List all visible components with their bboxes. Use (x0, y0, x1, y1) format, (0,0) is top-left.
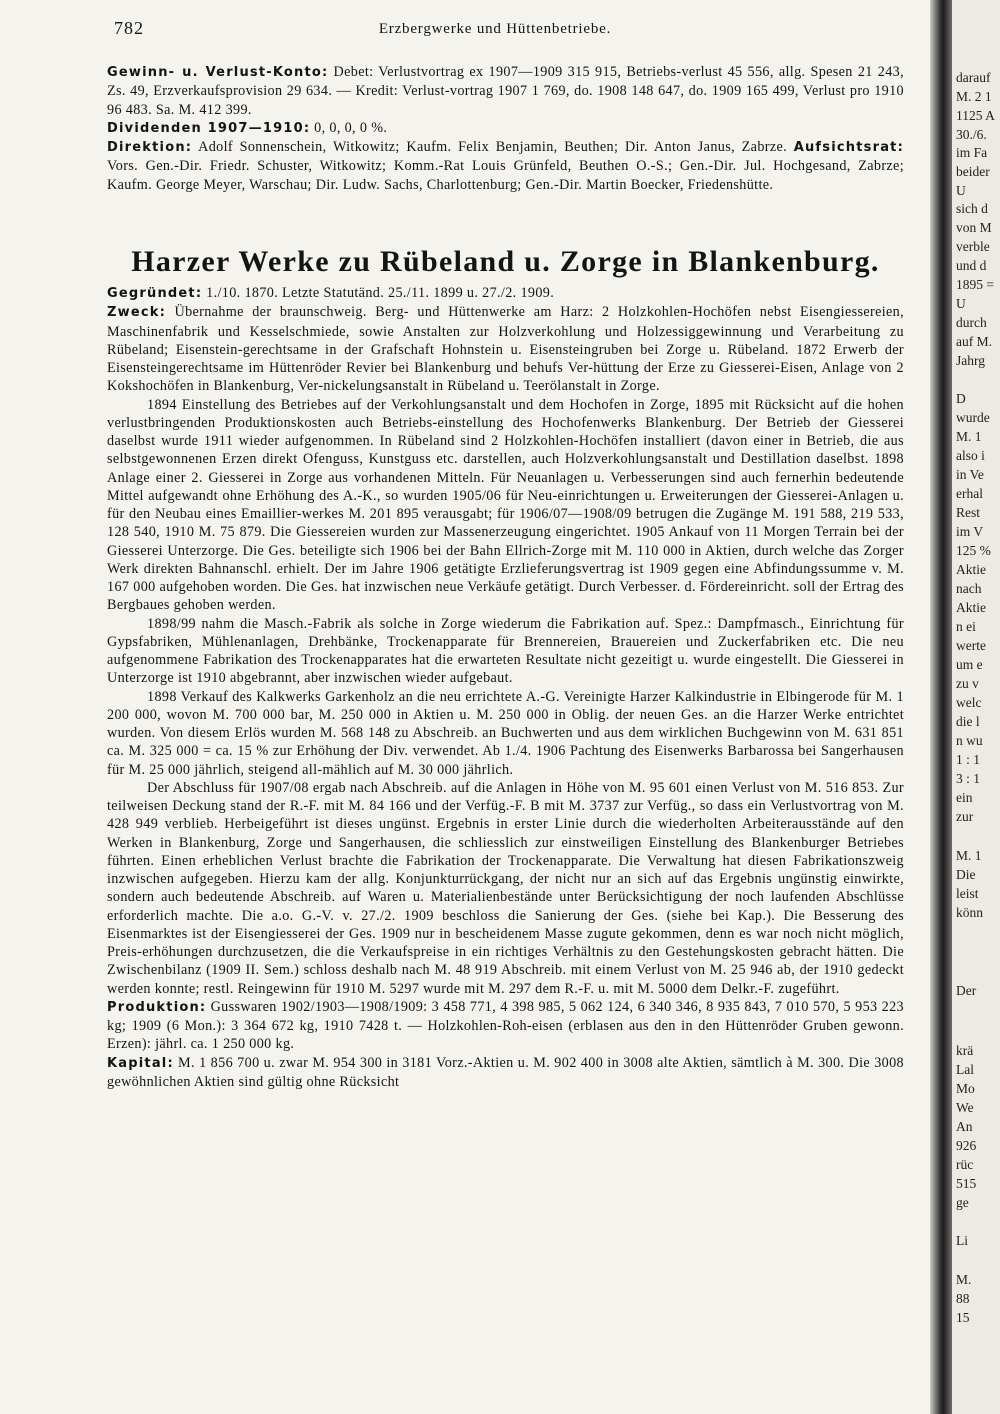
company-entry (107, 284, 904, 1091)
capital-paragraph (107, 1054, 904, 1092)
production-paragraph (107, 998, 904, 1054)
financial-result-paragraph: Der Abschluss für 1907/08 ergab nach Abschreib. auf die Anlagen in Höhe von M. 95 601 einen Verlust von M. 516 853. Zur teilweisen Deckung stand der R.-F. mit M. 84 166 und der Verfüg.-F. B mit M. 3737 zur Verfüg., so dass ein Verlustvortrag von M. 428 949 verblieb. Herbeigeführt ist dieses ungünst. Ergebnis in erster Linie durch die wiederholten Arbeiterausstände auf den Werken in Blankenburg, Zorge und Sangerhausen, die schliesslich zur einstweiligen Einstellung des Blankenburger Betriebes führten. Einen erheblichen Verlust brachte die Fabrikation der Trockenapparate. Die Verwaltung hat diesen Fabrikationszweig inzwischen aufgegeben. Hierzu kam der allg. Konjunkturrückgang, der nicht nur an sich auf das Ergebnis ungünstig einwirkte, sondern auch bedeutende Abschreib. auf Waren u. Materialienbestände unter Berücksichtigung der noch laufenden Abschlüsse erforderlich machte. Die a.o. G.-V. v. 27./2. 1909 beschloss die Sanierung der Ges. (siehe bei Kap.). Die Besserung des Eisenmarktes ist der Eisengiesserei der Ges. 1909 nur in bescheidenem Masse zugute gekommen, denn es war noch nicht möglich, Preis-erhöhungen durchzusetzen, die die Verkaufspreise in ein richtiges Verhältnis zu den Gestehungskosten gebracht hätten. Die Zwischenbilanz (1909 II. Sem.) schloss deshalb nach M. 48 919 Abschreib. mit einem Verlust von M. 25 946 ab, der 1910 gedeckt werden konnte; restl. Reingewinn für 1910 M. 5297 wurde mit M. 297 dem R.-F. u. mit M. 5000 dem Delkr.-F. zugeführt. (107, 779, 904, 997)
adjacent-page-fragment: nach (956, 581, 982, 596)
guv-text: Debet: Verlustvortrag ex 1907—1909 315 915, Betriebs-verlust 45 556, allg. Spesen 21 243, Zs. 49, Erzverkaufsprovision 29 634. — Kredit: Verlust-vortrag 1907 1 769, do. 1908 148 647, do. 1909 165 499, Verlust pro 1910 96 483. Sa. M. 412 399. (107, 64, 904, 118)
supervisory-board-label: Aufsichtsrat: (793, 140, 904, 155)
adjacent-page-fragment: 30./6. (956, 127, 987, 142)
purpose-paragraph (107, 303, 904, 395)
adjacent-page-fragment: krä (956, 1043, 974, 1058)
direction-paragraph (107, 138, 904, 194)
dividends-paragraph (107, 119, 904, 138)
direction-text: Adolf Sonnenschein, Witkowitz; Kaufm. Felix Benjamin, Beuthen; Dir. Anton Janus, Zabrze. (198, 139, 788, 155)
adjacent-page-fragment: 1125 A (956, 108, 995, 123)
adjacent-page-fragment: U (956, 296, 966, 311)
adjacent-page-fragment: verble (956, 239, 990, 254)
founded-paragraph (107, 284, 904, 303)
direction-label: Direktion: (107, 140, 193, 155)
adjacent-page-fragment: also i (956, 448, 985, 463)
adjacent-page-fragment: M. 2 1 (956, 89, 992, 104)
adjacent-page-fragment: im Fa (956, 145, 988, 160)
adjacent-page-fragment: U (956, 183, 966, 198)
adjacent-page-fragment: wurde (956, 410, 990, 425)
adjacent-page-fragment: D (956, 391, 966, 406)
dividends-text: 0, 0, 0, 0 %. (314, 119, 388, 136)
adjacent-page-fragment: M. 1 (956, 429, 982, 444)
adjacent-page-fragment: in Ve (956, 467, 984, 482)
adjacent-page-fragment: Aktie (956, 562, 986, 577)
adjacent-page-fragment: 125 % (956, 543, 991, 558)
adjacent-page-fragment: Der (956, 983, 977, 998)
guv-paragraph (107, 63, 904, 119)
adjacent-page-fragment: 15 (956, 1310, 970, 1325)
adjacent-page-fragment: ge (956, 1195, 969, 1210)
purpose-label: Zweck: (107, 305, 167, 321)
founded-label: Gegründet: (107, 286, 203, 301)
page-number: 782 (114, 18, 144, 38)
adjacent-page-fragment: M. (956, 1272, 972, 1287)
adjacent-page-fragment: erhal (956, 486, 983, 501)
adjacent-page-edge (952, 0, 1000, 1414)
adjacent-page-fragment: ein (956, 790, 973, 805)
adjacent-page-fragment: 3 : 1 (956, 771, 981, 786)
adjacent-page-fragment: durch (956, 315, 987, 330)
adjacent-page-fragment: Die (956, 867, 976, 882)
adjacent-page-fragment: n ei (956, 619, 976, 634)
supervisory-board-text: Vors. Gen.-Dir. Friedr. Schuster, Witkowitz; Komm.-Rat Louis Grünfeld, Beuthen O.-S.; Gen.-Dir. Jul. Hochgesand, Zabrze; Kaufm. George Meyer, Warschau; Dir. Ludw. Sachs, Charlottenburg; Gen.-Dir. Martin Boecker, Friedenshütte. (107, 158, 904, 193)
adjacent-page-fragment: sich d (956, 201, 988, 216)
adjacent-page-fragment: von M (956, 220, 992, 235)
history-1898-paragraph: 1898 Verkauf des Kalkwerks Garkenholz an die neu errichtete A.-G. Vereinigte Harzer Kalkindustrie in Elbingerode für M. 1 200 000, wovon M. 700 000 bar, M. 250 000 in Aktien u. M. 250 000 in Oblig. der neuen Ges. an die Harzer Werke entrichtet wurden. Von diesem Erlös wurden M. 568 148 zu Abschreib. an Buchwerten und aus dem wirklichen Buchgewinn von M. 631 851 ca. M. 325 000 = ca. 15 % zur Erhöhung der Div. verwendet. Ab 1./4. 1906 Pachtung des Eisenwerks Barbarossa bei Sangerhausen für M. 25 000 jährlich, steigend all-mählich auf M. 30 000 jährlich. (107, 688, 904, 778)
history-1894-paragraph: 1894 Einstellung des Betriebes auf der Verkohlungsanstalt und dem Hochofen in Zorge, 1895 mit Rücksicht auf die hohen verlustbringenden Produktionskosten auch Betriebs-einstellung des Hochofenwerks Blankenburg. Der Betrieb der Giesserei daselbst wurde 1911 wieder aufgenommen. In Rübeland sind 2 Holzkohlen-Hochöfen installiert (davon einer in Betrieb, die aus selbstgewonnenen Erzen direkt Ofenguss, Kunstguss etc. darstellen, auch Holzverkohlungsanstalt und Destillation daselbst. 1898 Anlage einer 2. Giesserei in Zorge aus vorhandenen Mitteln. Für Neuanlagen u. Verbesserungen sind auch fernerhin bedeutende Mittel aufgewandt ohne Erhöhung des A.-K., so wurden 1905/06 für Neu-einrichtungen u. Erweiterungen der Giesserei-Anlagen u. für den Neubau eines Emaillier-werkes M. 201 895 verausgabt; für 1906/07—1908/09 betrugen die Zugänge M. 191 588, 219 533, 128 540, 1910 M. 75 879. Die Giessereien wurden zur Massenerzeugung eingerichtet. 1905 Ankauf von 11 Morgen Terrain bei der Giesserei Unterzorge. Die Ges. beteiligte sich 1906 bei der Bahn Ellrich-Zorge mit M. 110 000 in Aktien, durch welche das Zorger Werk direkten Bahnanschl. erhielt. Der im Jahre 1906 getätigte Erzlieferungsvertrag ist 1909 gegen eine Abfindungssumme v. M. 167 000 aufgehoben worden. Die Ges. hat inzwischen neue Verkäufe getätigt. Durch Verbesser. d. Fördereinricht. soll der Ertrag des Bergbaues gehoben werden. (107, 396, 904, 614)
adjacent-page-fragment: im V (956, 524, 984, 539)
adjacent-page-fragment: Aktie (956, 600, 986, 615)
previous-entry (107, 63, 904, 194)
adjacent-page-fragment: leist (956, 886, 979, 901)
adjacent-page-fragment: beider (956, 164, 990, 179)
adjacent-page-fragment: zur (956, 809, 974, 824)
adjacent-page-fragment: 1 : 1 (956, 752, 981, 767)
capital-text: M. 1 856 700 u. zwar M. 954 300 in 3181 Vorz.-Aktien u. M. 902 400 in 3008 alte Aktien, sämtlich à M. 300. Die 3008 gewöhnlichen Aktien sind gültig ohne Rücksicht (107, 1054, 904, 1090)
adjacent-page-fragment: Mo (956, 1081, 975, 1096)
running-head: Erzbergwerke und Hüttenbetriebe. (378, 21, 612, 37)
company-title: Harzer Werke zu Rübeland u. Zorge in Blankenburg. (131, 245, 880, 278)
adjacent-page-fragment: auf M. (956, 334, 992, 349)
adjacent-page-fragment: 88 (956, 1291, 970, 1306)
adjacent-page-fragment: M. 1 (956, 848, 982, 863)
adjacent-page-fragment: n wu (956, 733, 983, 748)
page-header (100, 18, 890, 44)
adjacent-page-fragment: zu v (956, 676, 979, 691)
adjacent-page-fragment: Rest (956, 505, 981, 520)
adjacent-page-fragment: könn (956, 905, 983, 920)
dividends-label: Dividenden 1907—1910: (107, 120, 311, 136)
adjacent-page-fragment: Lal (956, 1062, 974, 1077)
adjacent-page-fragment: welc (956, 695, 982, 710)
adjacent-page-fragment: rüc (956, 1157, 974, 1172)
adjacent-page-fragment: werte (956, 638, 986, 653)
production-label: Produktion: (107, 999, 207, 1015)
adjacent-page-fragment: We (956, 1100, 974, 1115)
capital-label: Kapital: (107, 1055, 174, 1071)
adjacent-page-fragment: Jahrg (956, 353, 985, 368)
production-text: Gusswaren 1902/1903—1908/1909: 3 458 771, 4 398 985, 5 062 124, 6 340 346, 8 935 843, 7 010 570, 5 953 223 kg; 1909 (6 Mon.): 3 364 672 kg, 1910 7428 t. — Holzkohlen-Roh-eisen (erblasen aus den in den Hüttenröder Gruben gewonn. Erzen): jährl. ca. 1 250 000 kg. (107, 998, 904, 1053)
adjacent-page-fragment: die l (956, 714, 980, 729)
adjacent-page-fragment: 515 (956, 1176, 977, 1191)
adjacent-page-fragment: An (956, 1119, 973, 1134)
adjacent-page-fragment: 926 (956, 1138, 977, 1153)
adjacent-page-fragment: um e (956, 657, 983, 672)
adjacent-page-fragment: darauf (956, 70, 991, 85)
adjacent-page-fragment: 1895 = (956, 277, 994, 292)
purpose-text: Übernahme der braunschweig. Berg- und Hüttenwerke am Harz: 2 Holzkohlen-Hochöfen nebst Eisengiessereien, Maschinenfabrik und Kesselschmiede, sowie Anstalten zur Holzverkohlung und Holzessiggewinnung und Verarbeitung zu Rübeland; Eisenstein-gerechtsame in der Grafschaft Hohnstein u. Eisensteingruben bei Zorge u. Rübeland. 1872 Erwerb der Eisensteingerechtsame im Hüttenröder Revier bei Blankenburg und behufs Ver-hüttung der Erze zu Giesserei-Eisen, Anlage von 2 Kokshochöfen in Blankenburg, Ver-nickelungsanstalt in Rübeland u. Teerölanstalt in Zorge. (107, 304, 904, 395)
founded-text: 1./10. 1870. Letzte Statutänd. 25./11. 1899 u. 27./2. 1909. (206, 285, 555, 301)
guv-label: Gewinn- u. Verlust-Konto: (107, 65, 329, 80)
history-1898-99-paragraph: 1898/99 nahm die Masch.-Fabrik als solche in Zorge wiederum die Fabrikation auf. Spez.: Dampfmasch., Einrichtung für Gypsfabriken, Mühlenanlagen, Drehbänke, Trockenapparate für Brennereien, Brauereien und Zuckerfabriken etc. Die neu aufgenommene Fabrikation des Trockenapparates hat die erwarteten Resultate nicht gezeitigt u. wurde eingestellt. Die Giesserei in Unterzorge ist 1910 abgebrannt, aber inzwischen wieder aufgebaut. (107, 615, 904, 687)
book-gutter (930, 0, 952, 1414)
adjacent-page-fragment: Li (956, 1233, 968, 1248)
adjacent-page-fragment: und d (956, 258, 987, 273)
